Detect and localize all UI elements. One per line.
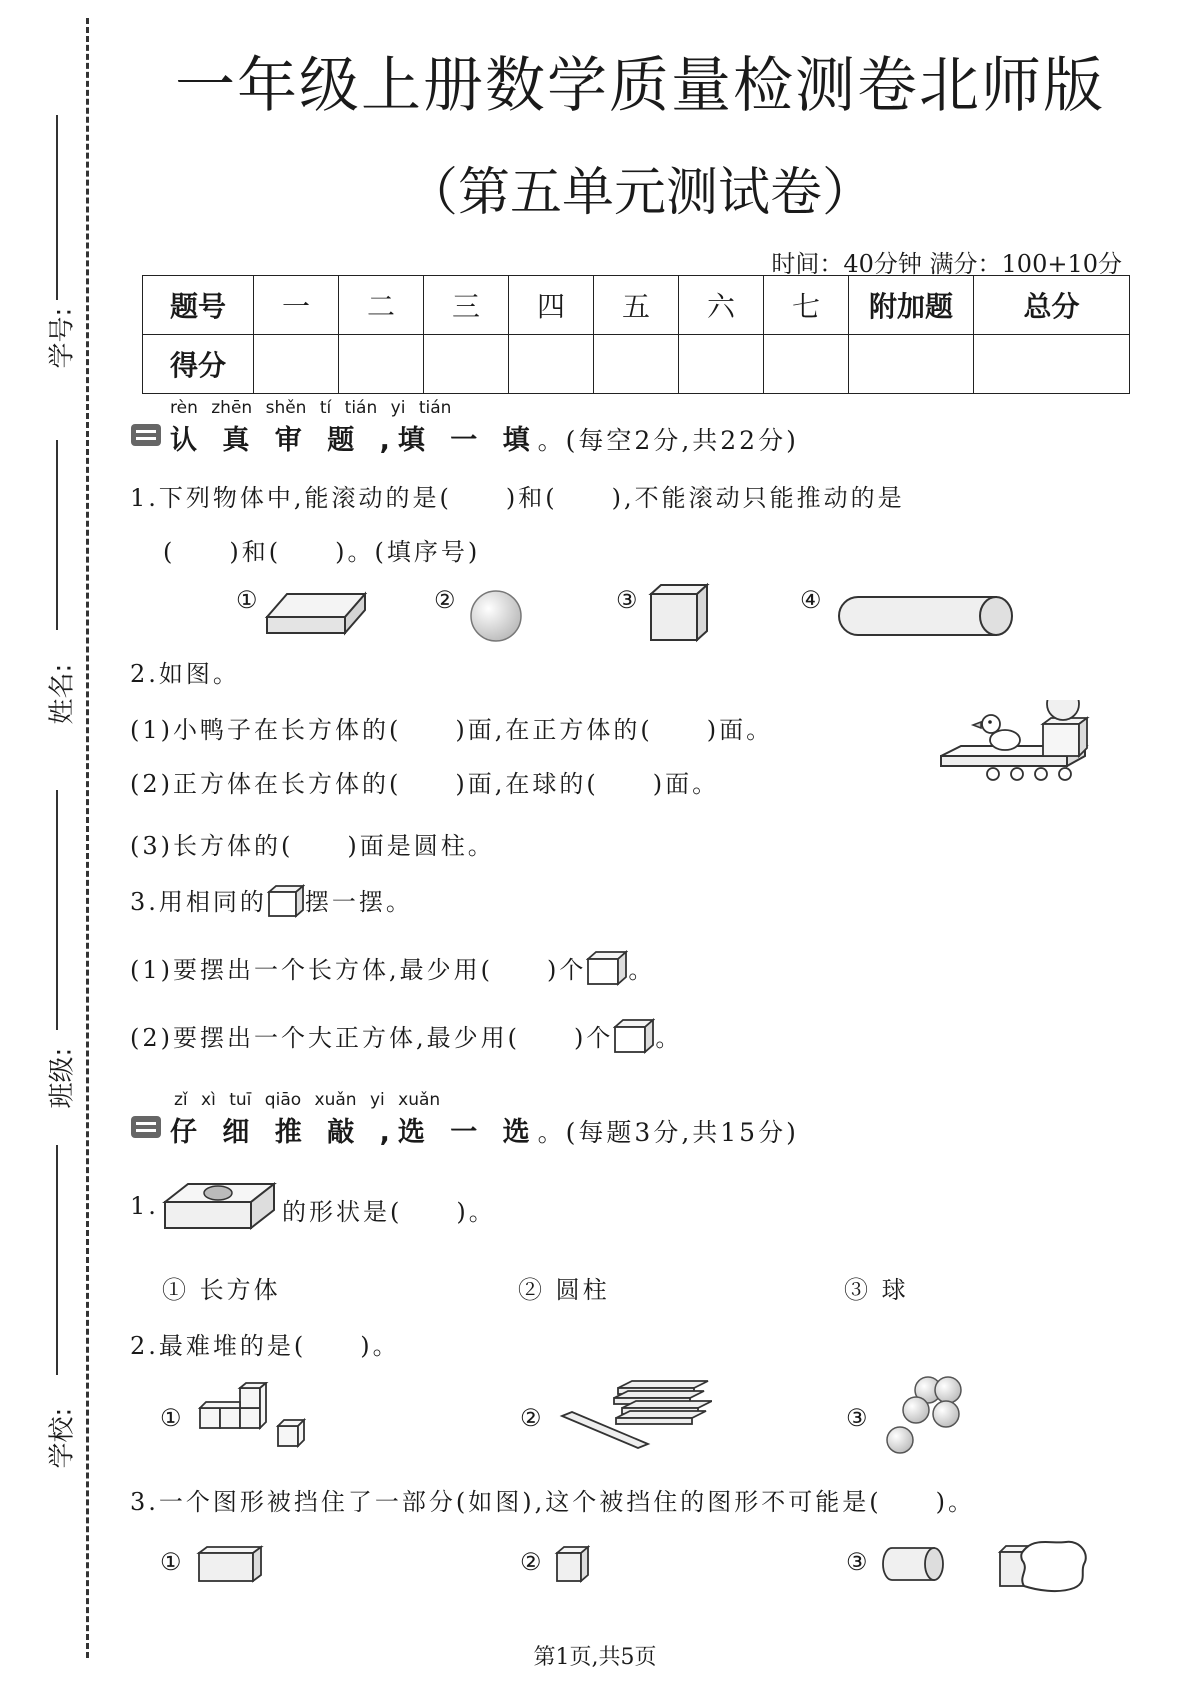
score-input-cell[interactable] [594,335,679,394]
s2-q1-option-3[interactable]: ③ 球 [844,1276,909,1304]
s2-q1-option-1[interactable]: ① 长方体 [162,1276,281,1304]
ball-shape-icon [466,588,526,644]
q1-label-2: ② [434,586,456,614]
score-cell: 三 [424,276,509,335]
score-input-cell[interactable] [974,335,1130,394]
s2-q1-text: 的形状是( )。 [282,1198,496,1226]
q2-label-2: ② [520,1404,542,1432]
s1-q1-line2: ( )和( )。(填序号) [163,538,481,566]
s1-q3 [130,882,413,918]
cylinder-shape-icon [836,594,1016,640]
student-id-line [56,115,58,300]
duck-cart-illustration [935,700,1105,810]
page-subtitle: （第五单元测试卷） [405,163,874,223]
class-label: 班级: [47,1047,78,1109]
stacked-cubes-icon [196,1382,308,1450]
section2-pinyin: zǐ xì tuī qiāo xuǎn yi xuǎn [174,1090,441,1110]
s1-q3-1 [130,950,655,986]
exam-meta: 时间：40分钟 满分：100+10分 [771,250,1122,278]
score-cell: 一 [254,276,339,335]
s2-q1-option-2[interactable]: ② 圆柱 [518,1276,610,1304]
section1-rule: 。(每空2分,共22分) [537,426,799,455]
balls-pile-icon [880,1376,970,1458]
s2-q1-num: 1. [130,1192,159,1220]
s1-q3-2 [130,1018,682,1054]
section2-number-badge-icon [131,1116,161,1138]
q2-label-3: ③ [846,1404,868,1432]
q2-label-1: ① [160,1404,182,1432]
binding-dashed-line [86,18,89,1658]
s1-q2-3: (3)长方体的( )面是圆柱。 [130,832,495,860]
s1-q1-line1: 1.下列物体中,能滚动的是( )和( ),不能滚动只能推动的是 [130,484,905,512]
score-cell: 题号 [143,276,254,335]
section1-pinyin: rèn zhēn shěn tí tián yi tián [170,398,452,418]
s1-q2-1: (1)小鸭子在长方体的( )面,在正方体的( )面。 [130,716,774,744]
s2-q2-text: 2.最难堆的是( )。 [130,1332,400,1360]
cube-shape-icon [648,582,710,644]
score-cell: 四 [509,276,594,335]
page-footer: 第1页,共5页 [533,1645,657,1670]
period: 。 [655,1024,683,1052]
q3-label-2: ② [520,1548,542,1576]
covered-shape-illustration [996,1536,1092,1594]
score-cell: 附加题 [849,276,974,335]
s1-q3-2-text: (2)要摆出一个大正方体,最少用( )个 [130,1024,614,1052]
s1-q3-text-a: 3.用相同的 [130,888,267,916]
name-line [56,440,58,630]
q1-label-1: ① [236,586,258,614]
score-input-cell[interactable] [849,335,974,394]
q1-label-4: ④ [800,586,822,614]
q3-label-1: ① [160,1548,182,1576]
score-cell: 七 [764,276,849,335]
section1-heading [170,418,799,457]
score-table-header-row [143,276,1130,335]
section1-heading-text: 认 真 审 题 ,填 一 填 [170,425,538,456]
section2-heading [170,1110,799,1149]
q1-label-3: ③ [616,586,638,614]
score-cell: 总分 [974,276,1130,335]
section2-rule: 。(每题3分,共15分) [537,1118,799,1147]
boards-pile-icon [558,1378,712,1452]
period: 。 [628,956,656,984]
score-input-cell[interactable] [424,335,509,394]
q3-label-3: ③ [846,1548,868,1576]
score-input-cell[interactable] [764,335,849,394]
s1-q2-2: (2)正方体在长方体的( )面,在球的( )面。 [130,770,720,798]
flat-box-shape-icon [264,590,368,638]
score-table [142,275,1130,394]
class-line [56,790,58,1030]
school-line [56,1145,58,1375]
score-cell: 五 [594,276,679,335]
s1-q2-title: 2.如图。 [130,660,240,688]
school-label: 学校: [47,1407,78,1469]
score-input-cell[interactable] [339,335,424,394]
rectangular-box-icon [196,1544,264,1584]
small-cube-option-icon [554,1544,590,1584]
score-cell: 六 [679,276,764,335]
s2-q3-text: 3.一个图形被挡住了一部分(如图),这个被挡住的图形不可能是( )。 [130,1488,975,1516]
page-title: 一年级上册数学质量检测卷北师版 [175,51,1105,121]
section2-heading-text: 仔 细 推 敲 ,选 一 选 [170,1117,538,1148]
pencil-box-icon [162,1178,278,1234]
section1-number-badge-icon [131,424,161,446]
short-cylinder-icon [880,1544,946,1584]
small-cube-icon [586,950,628,986]
score-table-score-row [143,335,1130,394]
small-cube-icon [613,1018,655,1054]
score-cell: 二 [339,276,424,335]
score-row-label: 得分 [143,335,254,394]
s1-q3-text-b: 摆一摆。 [304,888,413,916]
s1-q3-1-text: (1)要摆出一个长方体,最少用( )个 [130,956,587,984]
small-cube-icon [267,884,305,918]
name-label: 姓名: [47,663,78,725]
score-input-cell[interactable] [254,335,339,394]
score-input-cell[interactable] [509,335,594,394]
student-id-label: 学号: [47,307,78,369]
score-input-cell[interactable] [679,335,764,394]
